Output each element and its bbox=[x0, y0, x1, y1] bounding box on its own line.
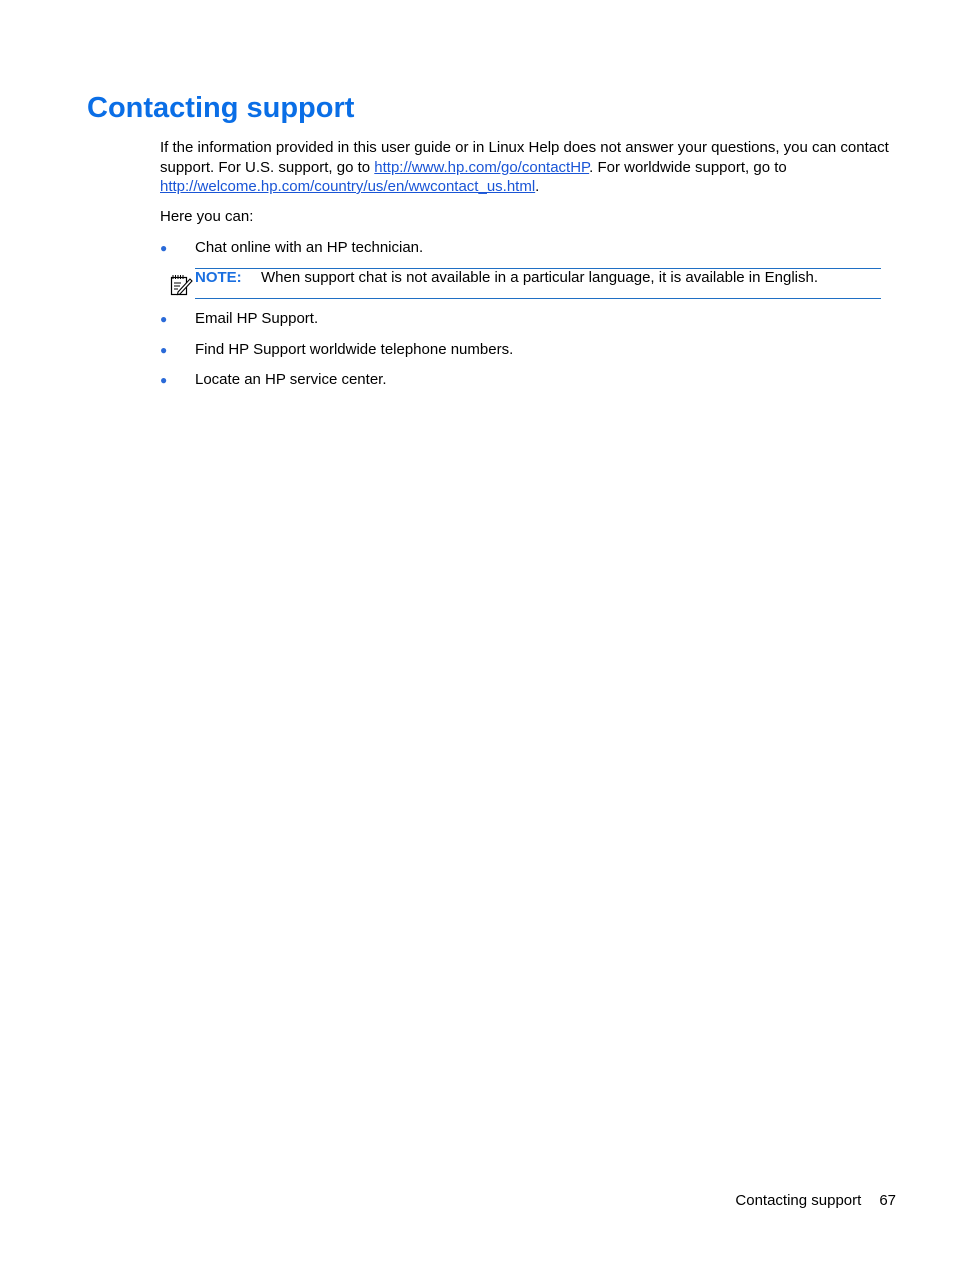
list-item bbox=[160, 340, 890, 360]
contact-hp-link[interactable]: http://www.hp.com/go/contactHP bbox=[374, 158, 590, 176]
note-text: When support chat is not available in a particular language, it is available in English. bbox=[261, 269, 818, 286]
intro-text-2: . For worldwide support, go to bbox=[589, 158, 787, 176]
list-item bbox=[160, 238, 890, 258]
bullet-icon: ● bbox=[160, 343, 168, 357]
bullet-icon: ● bbox=[160, 312, 168, 326]
page-number: 67 bbox=[879, 1192, 896, 1209]
list-item bbox=[160, 370, 890, 390]
page-footer bbox=[600, 1192, 896, 1209]
bullet-icon: ● bbox=[160, 373, 168, 387]
page-title: Contacting support bbox=[87, 92, 355, 124]
intro-text-1: If the information provided in this user guide or in Linux Help does not answer your questions, you can contact support. For U.S. support, go to bbox=[160, 139, 889, 176]
intro-paragraph bbox=[160, 138, 890, 197]
list-item-text: Find HP Support worldwide telephone numbers. bbox=[195, 341, 514, 358]
list-item-text: Locate an HP service center. bbox=[195, 371, 387, 388]
note-pad-icon bbox=[169, 273, 193, 297]
list-item-text: Chat online with an HP technician. bbox=[195, 239, 424, 256]
worldwide-contact-link[interactable]: http://welcome.hp.com/country/us/en/wwcontact_us.html bbox=[160, 178, 536, 195]
bullet-icon: ● bbox=[160, 241, 168, 255]
note-label: NOTE: bbox=[195, 269, 242, 286]
list-item bbox=[160, 309, 890, 329]
intro-text-3: . bbox=[535, 178, 540, 195]
here-you-can-text: Here you can: bbox=[160, 208, 254, 225]
note-box bbox=[195, 268, 881, 299]
footer-section-title: Contacting support bbox=[735, 1192, 862, 1209]
list-item-text: Email HP Support. bbox=[195, 310, 319, 327]
